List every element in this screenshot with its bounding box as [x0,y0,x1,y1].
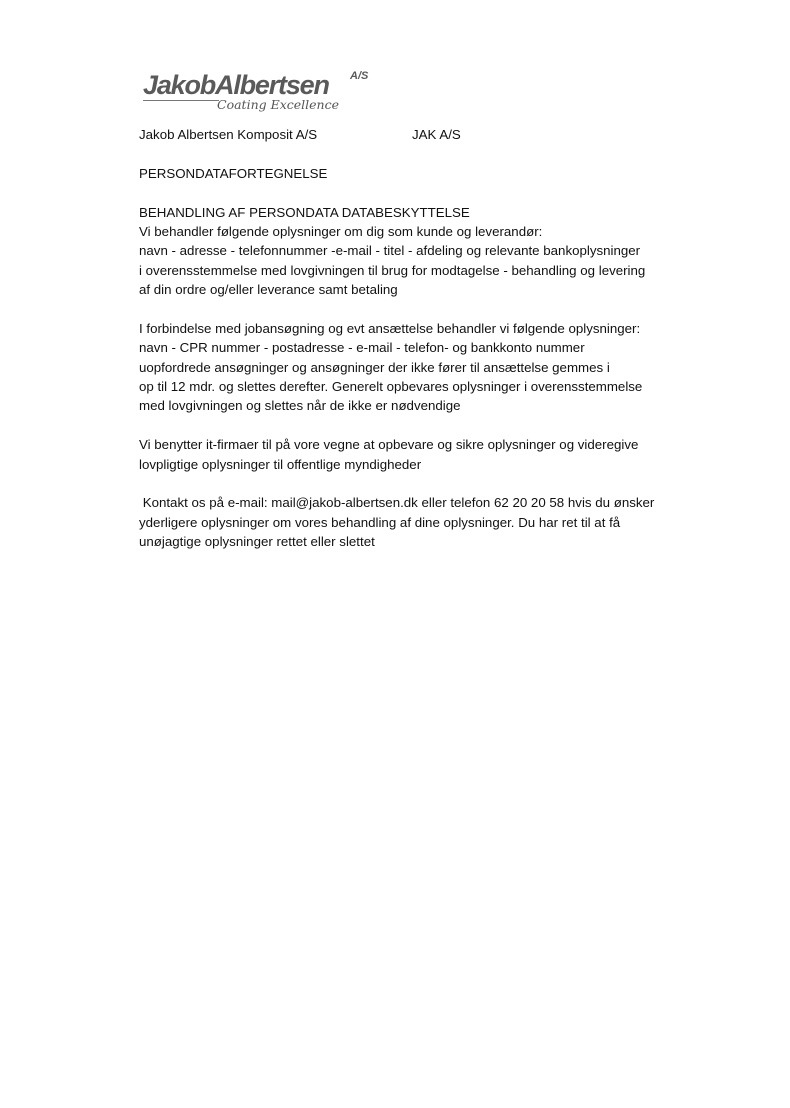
paragraph-line: Kontakt os på e-mail: mail@jakob-albertsen.dk eller telefon 62 20 20 58 hvis du ønsker [139,495,655,511]
paragraph-line: yderligere oplysninger om vores behandling af dine oplysninger. Du har ret til at få [139,514,621,530]
paragraph-line: af din ordre og/eller leverance samt betaling [139,282,398,298]
spacer [139,474,699,493]
logo-tagline: Coating Excellence [217,97,340,112]
logo-underline [143,100,219,101]
company-name-left: Jakob Albertsen Komposit A/S [139,127,318,142]
company-logo [143,68,373,118]
section-heading: BEHANDLING AF PERSONDATA DATABESKYTTELSE [139,204,470,220]
paragraph-line: Vi behandler følgende oplysninger om dig som kunde og leverandør: [139,223,543,239]
paragraph-line: unøjagtige oplysninger rettet eller slettet [139,534,375,550]
document-title: PERSONDATAFORTEGNELSE [139,165,328,181]
spacer [139,300,699,319]
spacer [139,183,699,202]
paragraph-line: I forbindelse med jobansøgning og evt ansættelse behandler vi følgende oplysninger: [139,320,641,336]
spacer [139,416,699,435]
logo-suffix: A/S [350,70,369,82]
section-contact [139,493,699,551]
section-it-providers [139,435,699,474]
paragraph-line: med lovgivningen og slettes når de ikke er nødvendige [139,398,461,414]
section-data-processing [139,203,699,300]
paragraph-line: navn - CPR nummer - postadresse - e-mail - telefon- og bankkonto nummer [139,340,585,356]
paragraph-line: op til 12 mdr. og slettes derefter. Generelt opbevares oplysninger i overensstemmelse [139,379,643,395]
paragraph-line: navn - adresse - telefonnummer -e-mail - titel - afdeling og relevante bankoplysninger [139,243,641,259]
spacer [139,144,699,163]
paragraph-line: uopfordrede ansøgninger og ansøgninger der ikke fører til ansættelse gemmes i [139,359,610,375]
paragraph-line: i overensstemmelse med lovgivningen til brug for modtagelse - behandling og levering [139,262,646,278]
company-header [139,125,699,144]
paragraph-line: Vi benytter it-firmaer til på vore vegne at opbevare og sikre oplysninger og videregive [139,437,639,453]
document-body [139,125,699,552]
section-job-applications [139,319,699,416]
company-name-right: JAK A/S [412,127,461,142]
paragraph-line: lovpligtige oplysninger til offentlige myndigheder [139,456,422,472]
logo-name: JakobAlbertsen [143,70,329,100]
